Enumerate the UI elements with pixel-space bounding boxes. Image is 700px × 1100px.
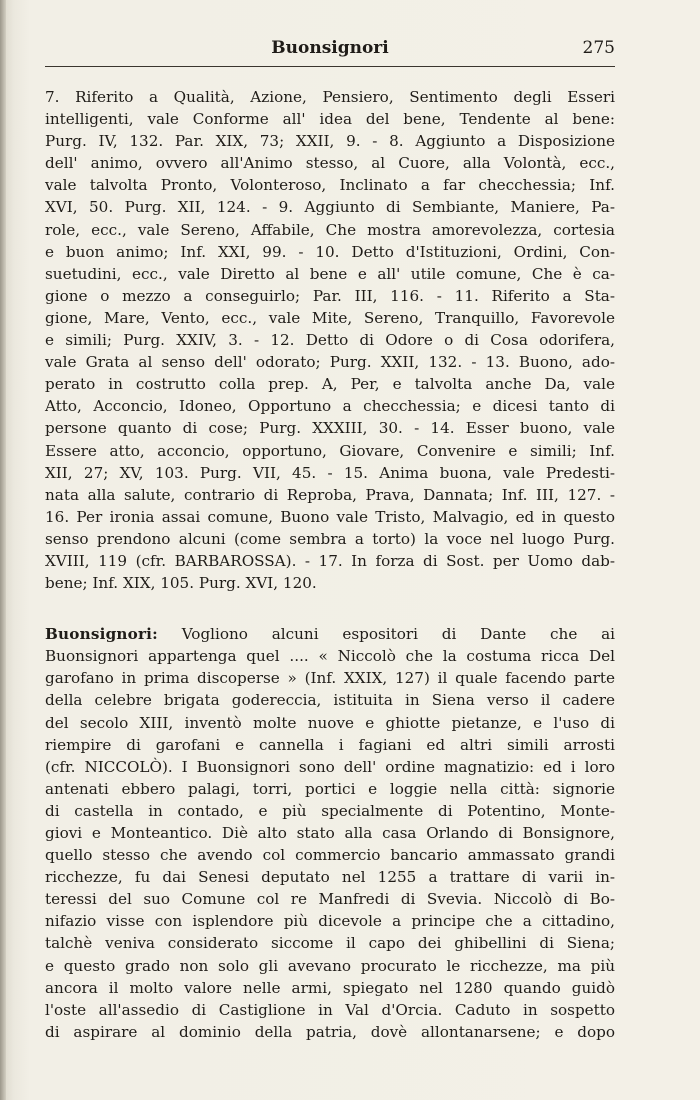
text-line: bene; Inf. XIX, 105. Purg. XVI, 120. [45, 574, 317, 593]
text-line: quello stesso che avendo col commercio bancario ammassato grandi [45, 846, 615, 865]
text-line: garofano in prima discoperse » (Inf. XXIX, 127) il quale facendo parte [45, 669, 615, 688]
text-line: della celebre brigata godereccia, istituita in Siena verso il cadere [45, 691, 615, 710]
text-line: 16. Per ironia assai comune, Buono vale Tristo, Malvagio, ed in questo [45, 507, 615, 526]
page-number: 275 [582, 38, 615, 58]
entry-buono-continued [45, 86, 615, 594]
entry-buonsignori [45, 623, 615, 1043]
text-line: perato in costrutto colla prep. A, Per, e talvolta anche Da, vale [45, 375, 615, 394]
text-line: 7. Riferito a Qualità, Azione, Pensiero, Sentimento degli Esseri [45, 88, 615, 106]
text-line: senso prendono alcuni (come sembra a torto) la voce nel luogo Purg. [45, 529, 615, 548]
text-line: (cfr. NICCOLÒ). I Buonsignori sono dell' ordine magnatizio: ed i loro [45, 757, 615, 776]
text-line: e simili; Purg. XXIV, 3. - 12. Detto di Odore o di Cosa odorifera, [45, 331, 615, 350]
text-line: l'oste all'assedio di Castiglione in Val d'Orcia. Caduto in sospetto [45, 1000, 615, 1019]
text-line: gione, Mare, Vento, ecc., vale Mite, Sereno, Tranquillo, Favorevole [45, 308, 615, 327]
text-line: role, ecc., vale Sereno, Affabile, Che mostra amorevolezza, cortesia [45, 220, 615, 239]
text-line: di castella in contado, e più specialmente di Potentino, Monte- [45, 801, 615, 820]
text-line: XVIII, 119 (cfr. BARBAROSSA). - 17. In forza di Sost. per Uomo dab- [45, 551, 615, 570]
header-rule [45, 66, 615, 67]
text-line: XVI, 50. Purg. XII, 124. - 9. Aggiunto di Sembiante, Maniere, Pa- [45, 198, 615, 217]
headword-line-text: Vogliono alcuni espositori di Dante che ai [181, 625, 615, 644]
text-line: antenati ebbero palagi, torri, portici e loggie nella città: signorie [45, 779, 615, 798]
text-line: dell' animo, ovvero all'Animo stesso, al Cuore, alla Volontà, ecc., [45, 154, 615, 173]
text-line: talchè veniva considerato siccome il capo dei ghibellini di Siena; [45, 934, 615, 953]
entry-headword: Buonsignori: [45, 625, 158, 644]
text-line: riempire di garofani e cannella i fagiani ed altri simili arrosti [45, 735, 615, 754]
text-line: intelligenti, vale Conforme all' idea del bene, Tendente al bene: [45, 110, 615, 129]
text-line: Atto, Acconcio, Idoneo, Opportuno a checchessia; e dicesi tanto di [45, 397, 615, 416]
page-body [45, 86, 615, 1043]
text-line: giovi e Monteantico. Diè alto stato alla casa Orlando di Bonsignore, [45, 824, 615, 842]
text-line: vale talvolta Pronto, Volonteroso, Inclinato a far checchessia; Inf. [45, 176, 615, 195]
text-line: e buon animo; Inf. XXI, 99. - 10. Detto d'Istituzioni, Ordini, Con- [45, 242, 615, 261]
page-header [45, 38, 615, 66]
text-line: ancora il molto valore nelle armi, spiegato nel 1280 quando guidò [45, 978, 615, 997]
text-line: nifazio visse con isplendore più dicevole a principe che a cittadino, [45, 912, 615, 931]
text-line: ricchezze, fu dai Senesi deputato nel 1255 a trattare di varii in- [45, 868, 615, 887]
text-line: Buonsignori appartenga quel .... « Niccolò che la costuma ricca Del [45, 647, 615, 666]
text-line: XII, 27; XV, 103. Purg. VII, 45. - 15. Anima buona, vale Predesti- [45, 463, 615, 482]
text-line: teressi del suo Comune col re Manfredi di Svevia. Niccolò di Bo- [45, 890, 615, 909]
text-line: gione o mezzo a conseguirlo; Par. III, 116. - 11. Riferito a Sta- [45, 286, 615, 305]
text-line: vale Grata al senso dell' odorato; Purg. XXII, 132. - 13. Buono, ado- [45, 353, 615, 372]
text-line: Essere atto, acconcio, opportuno, Giovare, Convenire e simili; Inf. [45, 441, 615, 460]
text-line: Purg. IV, 132. Par. XIX, 73; XXII, 9. - 8. Aggiunto a Disposizione [45, 132, 615, 151]
text-line: e questo grado non solo gli avevano procurato le ricchezze, ma più [45, 956, 615, 975]
text-line-with-headword [45, 623, 615, 645]
text-line: nata alla salute, contrario di Reproba, Prava, Dannata; Inf. III, 127. - [45, 485, 615, 504]
entry-separator [45, 594, 615, 623]
text-line: del secolo XIII, inventò molte nuove e ghiotte pietanze, e l'uso di [45, 713, 615, 732]
running-title: Buonsignori [271, 38, 389, 58]
text-line: suetudini, ecc., vale Diretto al bene e all' utile comune, Che è ca- [45, 264, 615, 283]
text-line: di aspirare al dominio della patria, dovè allontanarsene; e dopo [45, 1022, 615, 1041]
page-gutter-shadow [0, 0, 6, 1100]
text-line: persone quanto di cose; Purg. XXXIII, 30. - 14. Esser buono, vale [45, 419, 615, 438]
